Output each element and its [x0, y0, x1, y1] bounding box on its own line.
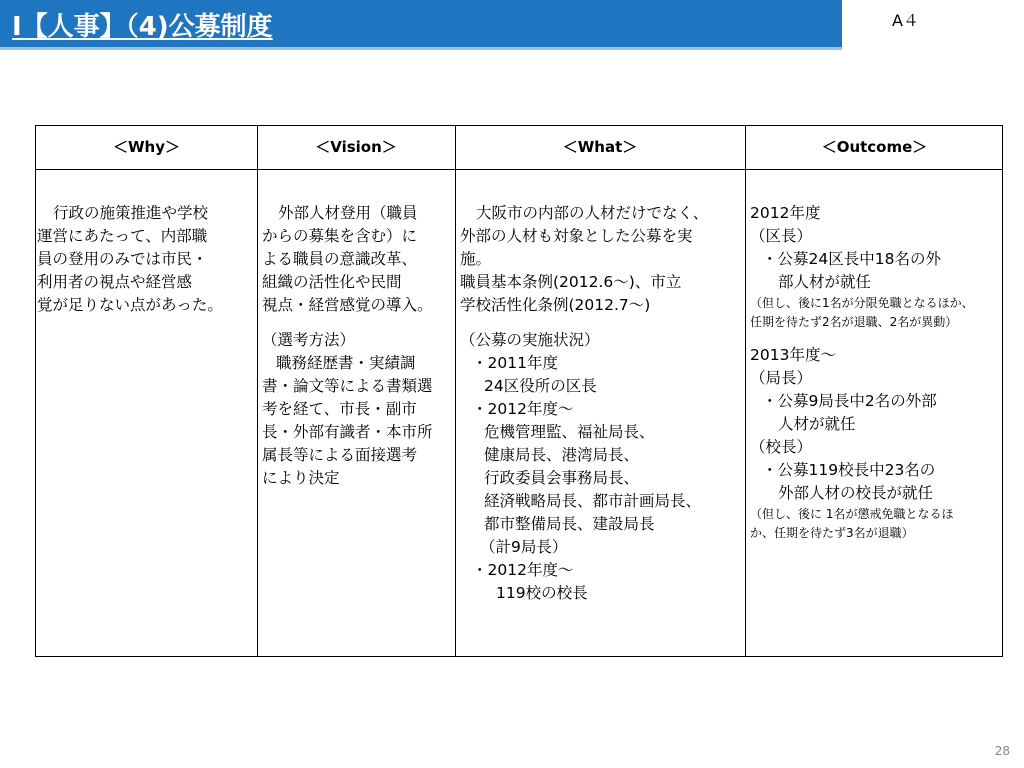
policy-table [35, 125, 1003, 657]
status-line: 都市整備局長、建設局長 [484, 515, 655, 533]
selection-line: 書・論文等による書類選 [262, 377, 433, 395]
outcome-note: （但し、後に 1名が懲戒免職となるほ [750, 507, 954, 521]
outcome-cell [750, 202, 974, 543]
column-divider [455, 126, 456, 656]
header-why: ＜Why＞ [112, 138, 180, 156]
outcome-year: 2012年度 [750, 204, 821, 222]
why-line: 行政の施策推進や学校 [53, 204, 209, 222]
what-line: 外部の人材も対象とした公募を実 [460, 227, 693, 245]
status-line: ・2011年度 [472, 354, 558, 372]
status-line: 24区役所の区長 [484, 377, 597, 395]
why-line: 覚が足りない点があった。 [37, 296, 223, 314]
what-cell [460, 202, 708, 605]
vision-line: 外部人材登用（職員 [278, 204, 418, 222]
why-line: 員の登用のみでは市民・ [37, 250, 208, 268]
vision-line: 組織の活性化や民間 [262, 273, 402, 291]
outcome-year: 2013年度～ [750, 346, 836, 364]
status-title: （公募の実施状況） [460, 331, 600, 349]
what-line: 職員基本条例(2012.6～)、市立 [460, 273, 682, 291]
outcome-category: （局長） [750, 369, 813, 387]
outcome-result: 人材が就任 [778, 415, 856, 433]
what-line: 大阪市の内部の人材だけでなく、 [476, 204, 709, 222]
outcome-result: 外部人材の校長が就任 [778, 484, 934, 502]
outcome-result: ・公募24区長中18名の外 [762, 250, 941, 268]
vision-line: よる職員の意識改革、 [262, 250, 418, 268]
status-line: ・2012年度～ [472, 400, 574, 418]
why-line: 運営にあたって、内部職 [37, 227, 208, 245]
what-line: 施。 [460, 250, 492, 268]
selection-line: 属長等による面接選考 [262, 446, 418, 464]
status-line: 119校の校長 [496, 584, 588, 602]
selection-title: （選考方法） [262, 331, 356, 349]
why-cell [37, 202, 223, 317]
outcome-result: ・公募119校長中23名の [762, 461, 936, 479]
selection-line: 考を経て、市長・副市 [262, 400, 417, 418]
outcome-note: （但し、後に1名が分限免職となるほか、 [750, 296, 974, 310]
header-outcome: ＜Outcome＞ [821, 138, 928, 156]
status-line: 健康局長、港湾局長、 [484, 446, 640, 464]
vision-cell [262, 202, 433, 490]
page-title: Ⅰ【人事】（4)公募制度 [12, 12, 273, 42]
page-number: 28 [994, 744, 1010, 758]
outcome-category: （校長） [750, 438, 813, 456]
selection-line: 長・外部有識者・本市所 [262, 423, 433, 441]
why-line: 利用者の視点や経営感 [37, 273, 193, 291]
what-line: 学校活性化条例(2012.7～) [460, 296, 651, 314]
column-divider [257, 126, 258, 656]
outcome-note: か、任期を待たず3名が退職） [750, 526, 914, 540]
status-line: 危機管理監、福祉局長、 [484, 423, 655, 441]
page-code: A４ [892, 11, 919, 30]
outcome-result: 部人材が就任 [778, 273, 872, 291]
status-line: （計9局長） [480, 538, 568, 556]
title-bar [0, 0, 842, 50]
outcome-category: （区長） [750, 227, 813, 245]
selection-line: により決定 [262, 469, 340, 487]
outcome-note: 任期を待たず2名が退職、2名が異動） [750, 315, 958, 329]
vision-line: からの募集を含む）に [262, 227, 418, 245]
selection-line: 職務経歴書・実績調 [276, 354, 416, 372]
header-what: ＜What＞ [562, 138, 638, 156]
status-line: 行政委員会事務局長、 [484, 469, 640, 487]
column-divider [745, 126, 746, 656]
status-line: 経済戦略局長、都市計画局長、 [484, 492, 702, 510]
header-vision: ＜Vision＞ [315, 138, 397, 156]
table-header-row [36, 126, 1002, 170]
vision-line: 視点・経営感覚の導入。 [262, 296, 433, 314]
outcome-result: ・公募9局長中2名の外部 [762, 392, 937, 410]
status-line: ・2012年度～ [472, 561, 574, 579]
